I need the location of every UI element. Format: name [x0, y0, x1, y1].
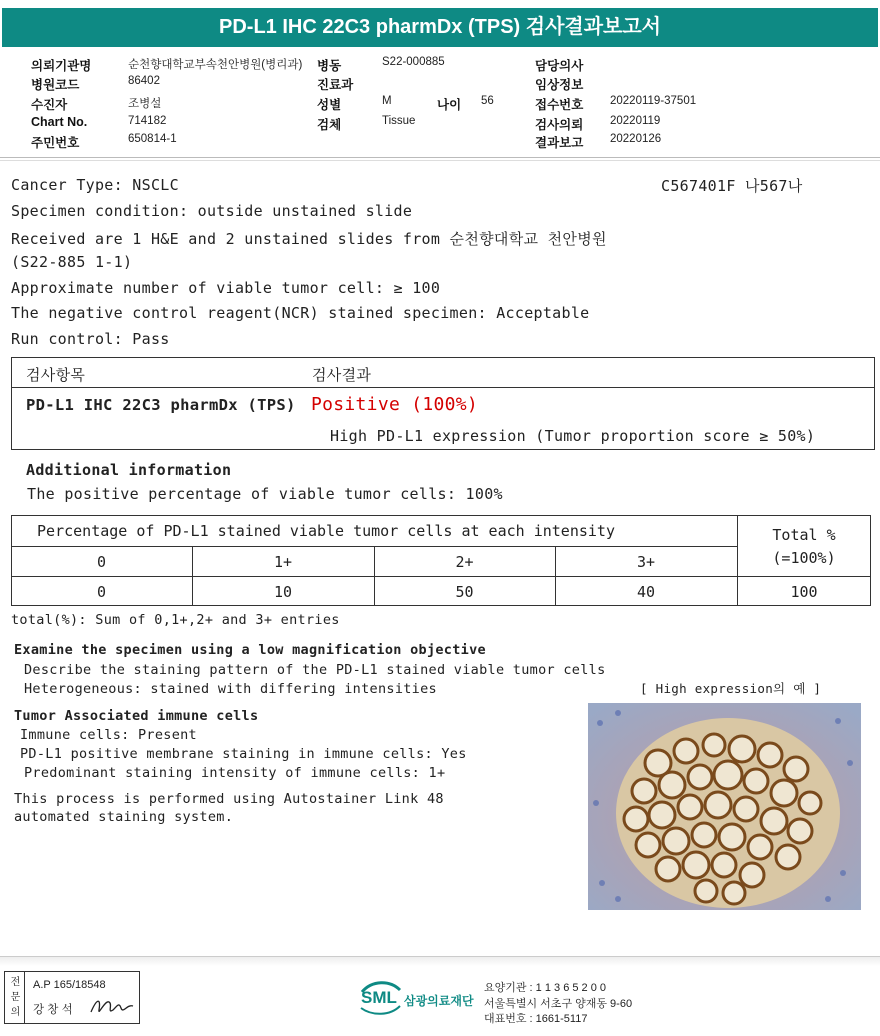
hospital-value: 순천향대학교부속천안병원(병리과) [128, 59, 303, 71]
license-number: 요양기관 : 1 1 3 6 5 2 0 0 [484, 982, 607, 994]
report-title: PD-L1 IHC 22C3 pharmDx (TPS) 검사결과보고서 [2, 8, 878, 47]
table-note: total(%): Sum of 0,1+,2+ and 3+ entries [11, 612, 340, 628]
patient-value: 조병설 [128, 98, 162, 110]
dept-label: 진료과 [317, 78, 354, 92]
specialist-label: 전문의 [10, 977, 21, 1018]
doctor-label: 담당의사 [535, 59, 584, 73]
result-header: 검사결과 [312, 366, 372, 384]
hospital-label: 의뢰기관명 [31, 59, 92, 73]
examine-line-2: Heterogeneous: stained with differing intensities [24, 681, 437, 697]
level-2plus: 2+ [455, 553, 474, 571]
examine-heading: Examine the specimen using a low magnification objective [14, 642, 486, 658]
specimen-label: 검체 [317, 118, 342, 132]
report-date-value: 20220126 [610, 133, 662, 145]
sex-label: 성별 [317, 98, 342, 112]
id-value: 650814-1 [128, 133, 177, 145]
additional-heading: Additional information [26, 461, 232, 479]
cancer-type: Cancer Type: NSCLC [11, 176, 179, 194]
item-header: 검사항목 [26, 366, 86, 384]
age-value: 56 [481, 95, 494, 107]
immune-line-3: Predominant staining intensity of immune cells: 1+ [24, 765, 446, 781]
clinical-label: 임상정보 [535, 78, 584, 92]
tissue-image [588, 703, 861, 910]
total-subheader: (=100%) [772, 549, 836, 567]
specimen-code: C567401F 나567나 [661, 177, 803, 195]
process-line-2: automated staining system. [14, 809, 234, 825]
slide-id: (S22-885 1-1) [11, 253, 133, 271]
examine-line-1: Describe the staining pattern of the PD-L1 stained viable tumor cells [24, 662, 606, 678]
result-divider [11, 387, 875, 388]
ward-label: 병동 [317, 59, 342, 73]
logo-text: SML [361, 988, 397, 1007]
signature-image [89, 994, 135, 1018]
request-label: 검사의뢰 [535, 118, 584, 132]
value-3plus: 40 [636, 583, 656, 601]
level-1plus: 1+ [273, 553, 293, 571]
receipt-label: 접수번호 [535, 98, 584, 112]
received-slides: Received are 1 H&E and 2 unstained slides from 순천향대학교 천안병원 [11, 230, 607, 248]
receipt-value: 20220119-37501 [610, 95, 697, 107]
positive-percentage: The positive percentage of viable tumor cells: 100% [27, 485, 503, 503]
physician-name: 강 창 석 [33, 1004, 73, 1016]
process-line-1: This process is performed using Autostainer Link 48 [14, 791, 444, 807]
viable-tumor-count: Approximate number of viable tumor cell: ≥ 100 [11, 279, 441, 297]
report-date-label: 결과보고 [535, 136, 584, 150]
request-value: 20220119 [610, 115, 661, 127]
org-phone: 대표번호 : 1661-5117 [484, 1013, 588, 1025]
image-caption: [ High expression의 예 ] [640, 681, 822, 696]
hospcode-label: 병원코드 [31, 78, 80, 92]
org-logo [358, 980, 403, 1016]
ncr-status: The negative control reagent(NCR) stained specimen: Acceptable [11, 304, 590, 322]
result-value: Positive (100%) [311, 394, 479, 415]
signature-box [4, 971, 140, 1024]
expression-level: High PD-L1 expression (Tumor proportion score ≥ 50%) [330, 427, 816, 445]
footer-divider [0, 956, 880, 966]
specimen-value: Tissue [382, 115, 416, 127]
intensity-header: Percentage of PD-L1 stained viable tumor cells at each intensity [37, 522, 615, 540]
level-3plus: 3+ [636, 553, 656, 571]
org-name: 삼광의료재단 [404, 994, 474, 1008]
value-0: 0 [96, 583, 107, 601]
run-control: Run control: Pass [11, 330, 170, 348]
value-2plus: 50 [455, 583, 474, 601]
id-label: 주민번호 [31, 136, 80, 150]
hospcode-value: 86402 [128, 75, 160, 87]
ap-number: A.P 165/18548 [33, 979, 106, 991]
immune-line-2: PD-L1 positive membrane staining in immune cells: Yes [20, 746, 467, 762]
value-total: 100 [790, 583, 818, 601]
immune-line-1: Immune cells: Present [20, 727, 197, 743]
immune-heading: Tumor Associated immune cells [14, 708, 259, 724]
chart-label: Chart No. [31, 115, 88, 129]
chart-value: 714182 [128, 115, 167, 127]
test-name: PD-L1 IHC 22C3 pharmDx (TPS) [26, 396, 296, 414]
ward-value: S22-000885 [382, 56, 445, 68]
age-label: 나이 [437, 98, 462, 112]
total-header: Total % [772, 526, 836, 544]
header-divider [0, 157, 880, 161]
value-1plus: 10 [273, 583, 293, 601]
level-0: 0 [96, 553, 107, 571]
patient-label: 수진자 [31, 98, 68, 112]
org-address: 서울특별시 서초구 양재동 9-60 [484, 998, 633, 1010]
table-line-2 [11, 576, 871, 577]
sex-value: M [382, 95, 392, 107]
specimen-condition: Specimen condition: outside unstained slide [11, 202, 413, 220]
